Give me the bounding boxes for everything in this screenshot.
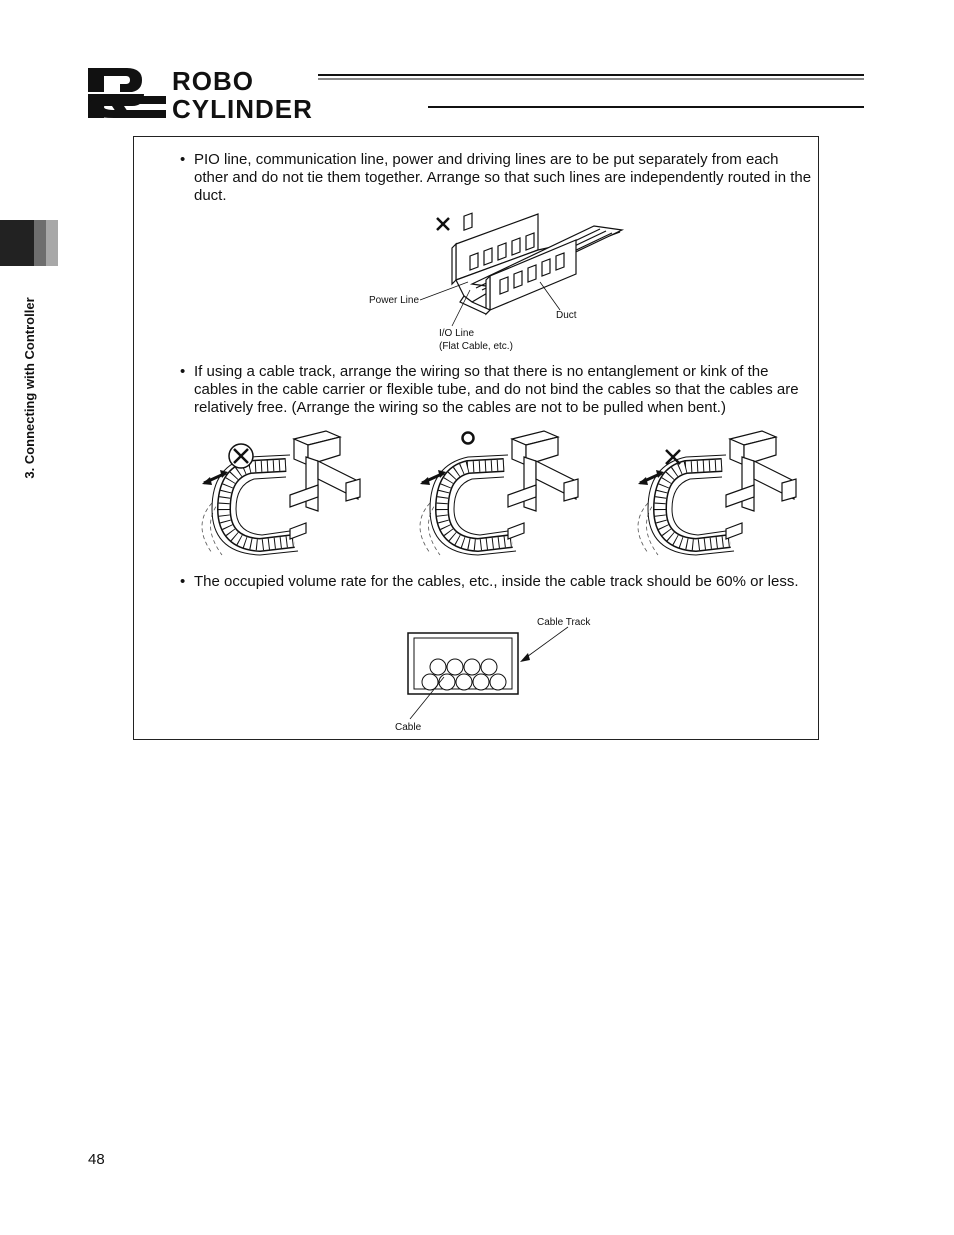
bullet-text: If using a cable track, arrange the wiring so that there is no entanglement or kink of the cables in the cable carrier or flexible tube, and do not bind the cables so that the cables are relatively free. (Arrange the wiring so the cables are not to be pulled when bent.): [194, 363, 799, 416]
label-cable: Cable: [395, 722, 422, 733]
logo-text-robo: ROBO: [172, 66, 254, 96]
chapter-label: 3. Connecting with Controller: [22, 297, 37, 479]
duct-figure: [360, 210, 640, 360]
prohibited-mark-icon: [437, 218, 449, 230]
label-io-line: I/O Line: [439, 328, 475, 339]
label-power-line: Power Line: [369, 295, 420, 306]
bullet-dot: •: [180, 151, 186, 168]
label-io-line-sub: (Flat Cable, etc.): [439, 341, 513, 352]
bullet-dot: •: [180, 363, 186, 380]
prohibited-mark-icon: [666, 450, 680, 464]
bullet-item-cable-track: [180, 363, 815, 419]
correct-mark-icon: [463, 433, 474, 444]
label-duct: Duct: [556, 310, 577, 321]
volume-rate-figure: [400, 625, 610, 720]
bullet-text: The occupied volume rate for the cables, etc., inside the cable track should be 60% or less.: [194, 573, 799, 590]
robo-cylinder-logo: [86, 66, 422, 120]
logo-text-cylinder: CYLINDER: [172, 94, 313, 120]
page-number: 48: [88, 1151, 105, 1168]
bullet-text: PIO line, communication line, power and driving lines are to be put separately from each other and do not tie them together. Arrange so that such lines are independently routed in the duct.: [194, 151, 812, 204]
rc-logo-mark-icon: [88, 68, 166, 118]
chapter-tab: [0, 220, 58, 266]
bullet-item-separate-lines: [180, 151, 815, 207]
bullet-dot: •: [180, 573, 186, 590]
prohibited-mark-icon: [229, 444, 253, 468]
label-cable-track: Cable Track: [537, 617, 591, 628]
bullet-item-volume-rate: [180, 573, 815, 611]
cable-track-figure: [190, 425, 810, 565]
